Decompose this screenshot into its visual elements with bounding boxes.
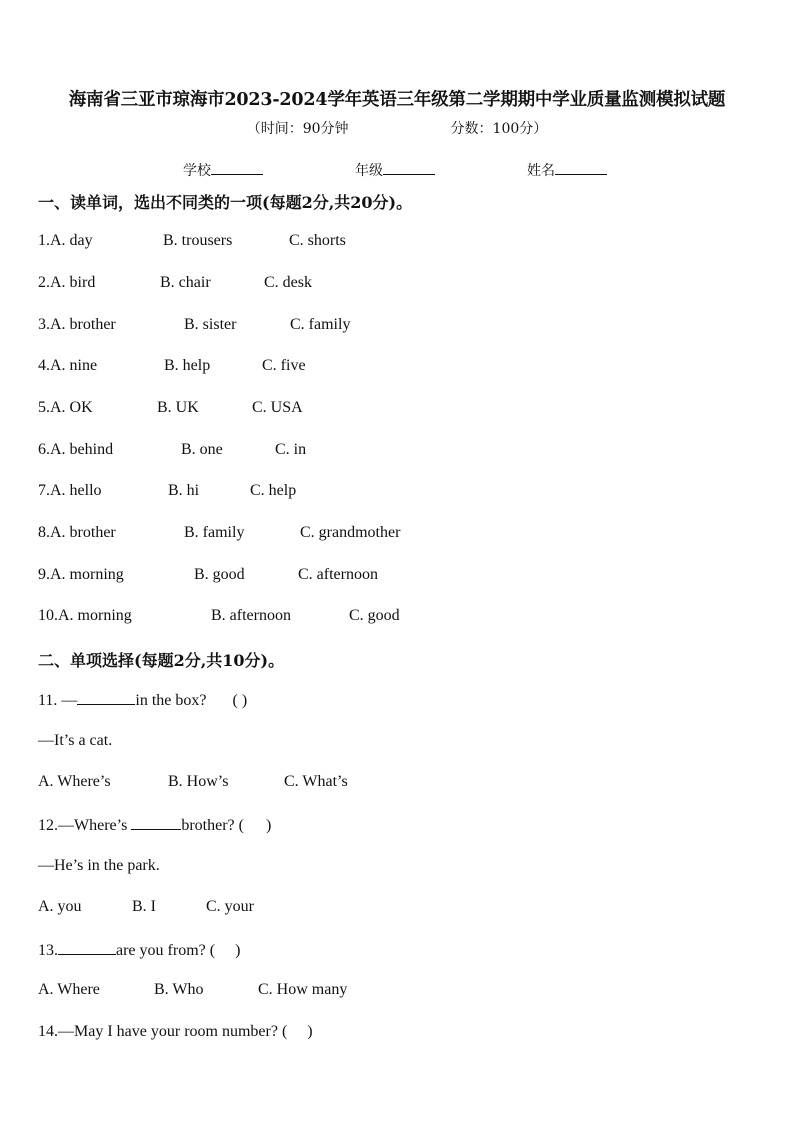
question-number: 2. [38, 274, 50, 291]
option-b: B. sister [184, 316, 237, 333]
option-b: B. UK [157, 399, 199, 416]
option-b: B. help [164, 357, 211, 374]
option-b: B. afternoon [211, 607, 291, 624]
question-number: 1. [38, 232, 50, 249]
q11-dialogue-answer: —It’s a cat. [38, 732, 113, 749]
question-number: 3. [38, 316, 50, 333]
q12-option-b: B. I [132, 898, 156, 915]
school-field: 学校 [183, 160, 263, 180]
option-b: B. trousers [163, 232, 233, 249]
q11-option-c: C. What’s [284, 773, 348, 790]
q11-option-b: B. How’s [168, 773, 229, 790]
exam-subtitle [0, 118, 794, 138]
question-6 [38, 441, 306, 459]
exam-score: 分数：100分） [450, 121, 548, 137]
question-number: 4. [38, 357, 50, 374]
student-info [183, 160, 607, 180]
option-a: A. morning [50, 566, 124, 583]
option-c: C. desk [264, 274, 312, 291]
option-b: B. chair [160, 274, 211, 291]
question-14: 14.—May I have your room number? ( ) [38, 1023, 313, 1040]
question-number: 10. [38, 607, 58, 624]
question-4 [38, 357, 306, 375]
option-c: C. family [290, 316, 351, 333]
q13-option-c: C. How many [258, 981, 348, 998]
question-10 [38, 607, 400, 625]
q12-dialogue-answer: —He’s in the park. [38, 857, 160, 874]
q12-option-c: C. your [206, 898, 254, 915]
section1-heading: 一、读单词，选出不同类的一项(每题2分,共20分)。 [38, 193, 413, 212]
question-1 [38, 232, 346, 250]
question-3 [38, 316, 350, 334]
question-12: 12.—Where’s brother? ( ) [38, 817, 272, 834]
q12-options [38, 898, 254, 916]
option-a: A. brother [50, 524, 116, 541]
question-11: 11. — in the box? ( ) [38, 692, 248, 709]
option-a: A. day [50, 232, 93, 249]
option-b: B. hi [168, 482, 200, 499]
exam-time: （时间：90分钟 [246, 121, 349, 137]
option-c: C. help [250, 482, 297, 499]
exam-title: 海南省三亚市琼海市2023-2024学年英语三年级第二学期期中学业质量监测模拟试题 [68, 90, 726, 110]
question-number: 7. [38, 482, 50, 499]
question-7 [38, 482, 296, 500]
q13-option-b: B. Who [154, 981, 204, 998]
name-blank [555, 160, 607, 175]
q11-options [38, 773, 348, 791]
q13-blank [58, 940, 116, 955]
q11-blank [77, 690, 135, 705]
option-b: B. good [194, 566, 245, 583]
option-a: A. morning [58, 607, 132, 624]
option-c: C. in [275, 441, 307, 458]
option-c: C. USA [252, 399, 303, 416]
option-c: C. afternoon [298, 566, 378, 583]
question-9 [38, 566, 378, 584]
option-c: C. five [262, 357, 306, 374]
grade-blank [383, 160, 435, 175]
option-a: A. OK [50, 399, 93, 416]
question-2 [38, 274, 312, 292]
q12-blank [131, 815, 181, 830]
question-8 [38, 524, 400, 542]
q12-option-a: A. you [38, 898, 82, 915]
q13-option-a: A. Where [38, 981, 100, 998]
option-a: A. brother [50, 316, 116, 333]
option-a: A. bird [50, 274, 96, 291]
q13-options [38, 981, 347, 999]
option-a: A. hello [50, 482, 102, 499]
option-a: A. nine [50, 357, 98, 374]
option-c: C. shorts [289, 232, 346, 249]
grade-field: 年级 [355, 160, 435, 180]
question-number: 9. [38, 566, 50, 583]
section2-heading: 二、单项选择(每题2分,共10分)。 [38, 651, 285, 670]
question-13: 13. are you from? ( ) [38, 942, 241, 959]
option-b: B. family [184, 524, 245, 541]
question-number: 8. [38, 524, 50, 541]
question-number: 6. [38, 441, 50, 458]
option-a: A. behind [50, 441, 114, 458]
q11-option-a: A. Where’s [38, 773, 111, 790]
school-blank [211, 160, 263, 175]
option-b: B. one [181, 441, 223, 458]
question-number: 5. [38, 399, 50, 416]
option-c: C. good [349, 607, 400, 624]
option-c: C. grandmother [300, 524, 401, 541]
name-field: 姓名 [527, 160, 607, 180]
question-5 [38, 399, 303, 417]
q11-answer-paren: ( ) [232, 692, 248, 709]
